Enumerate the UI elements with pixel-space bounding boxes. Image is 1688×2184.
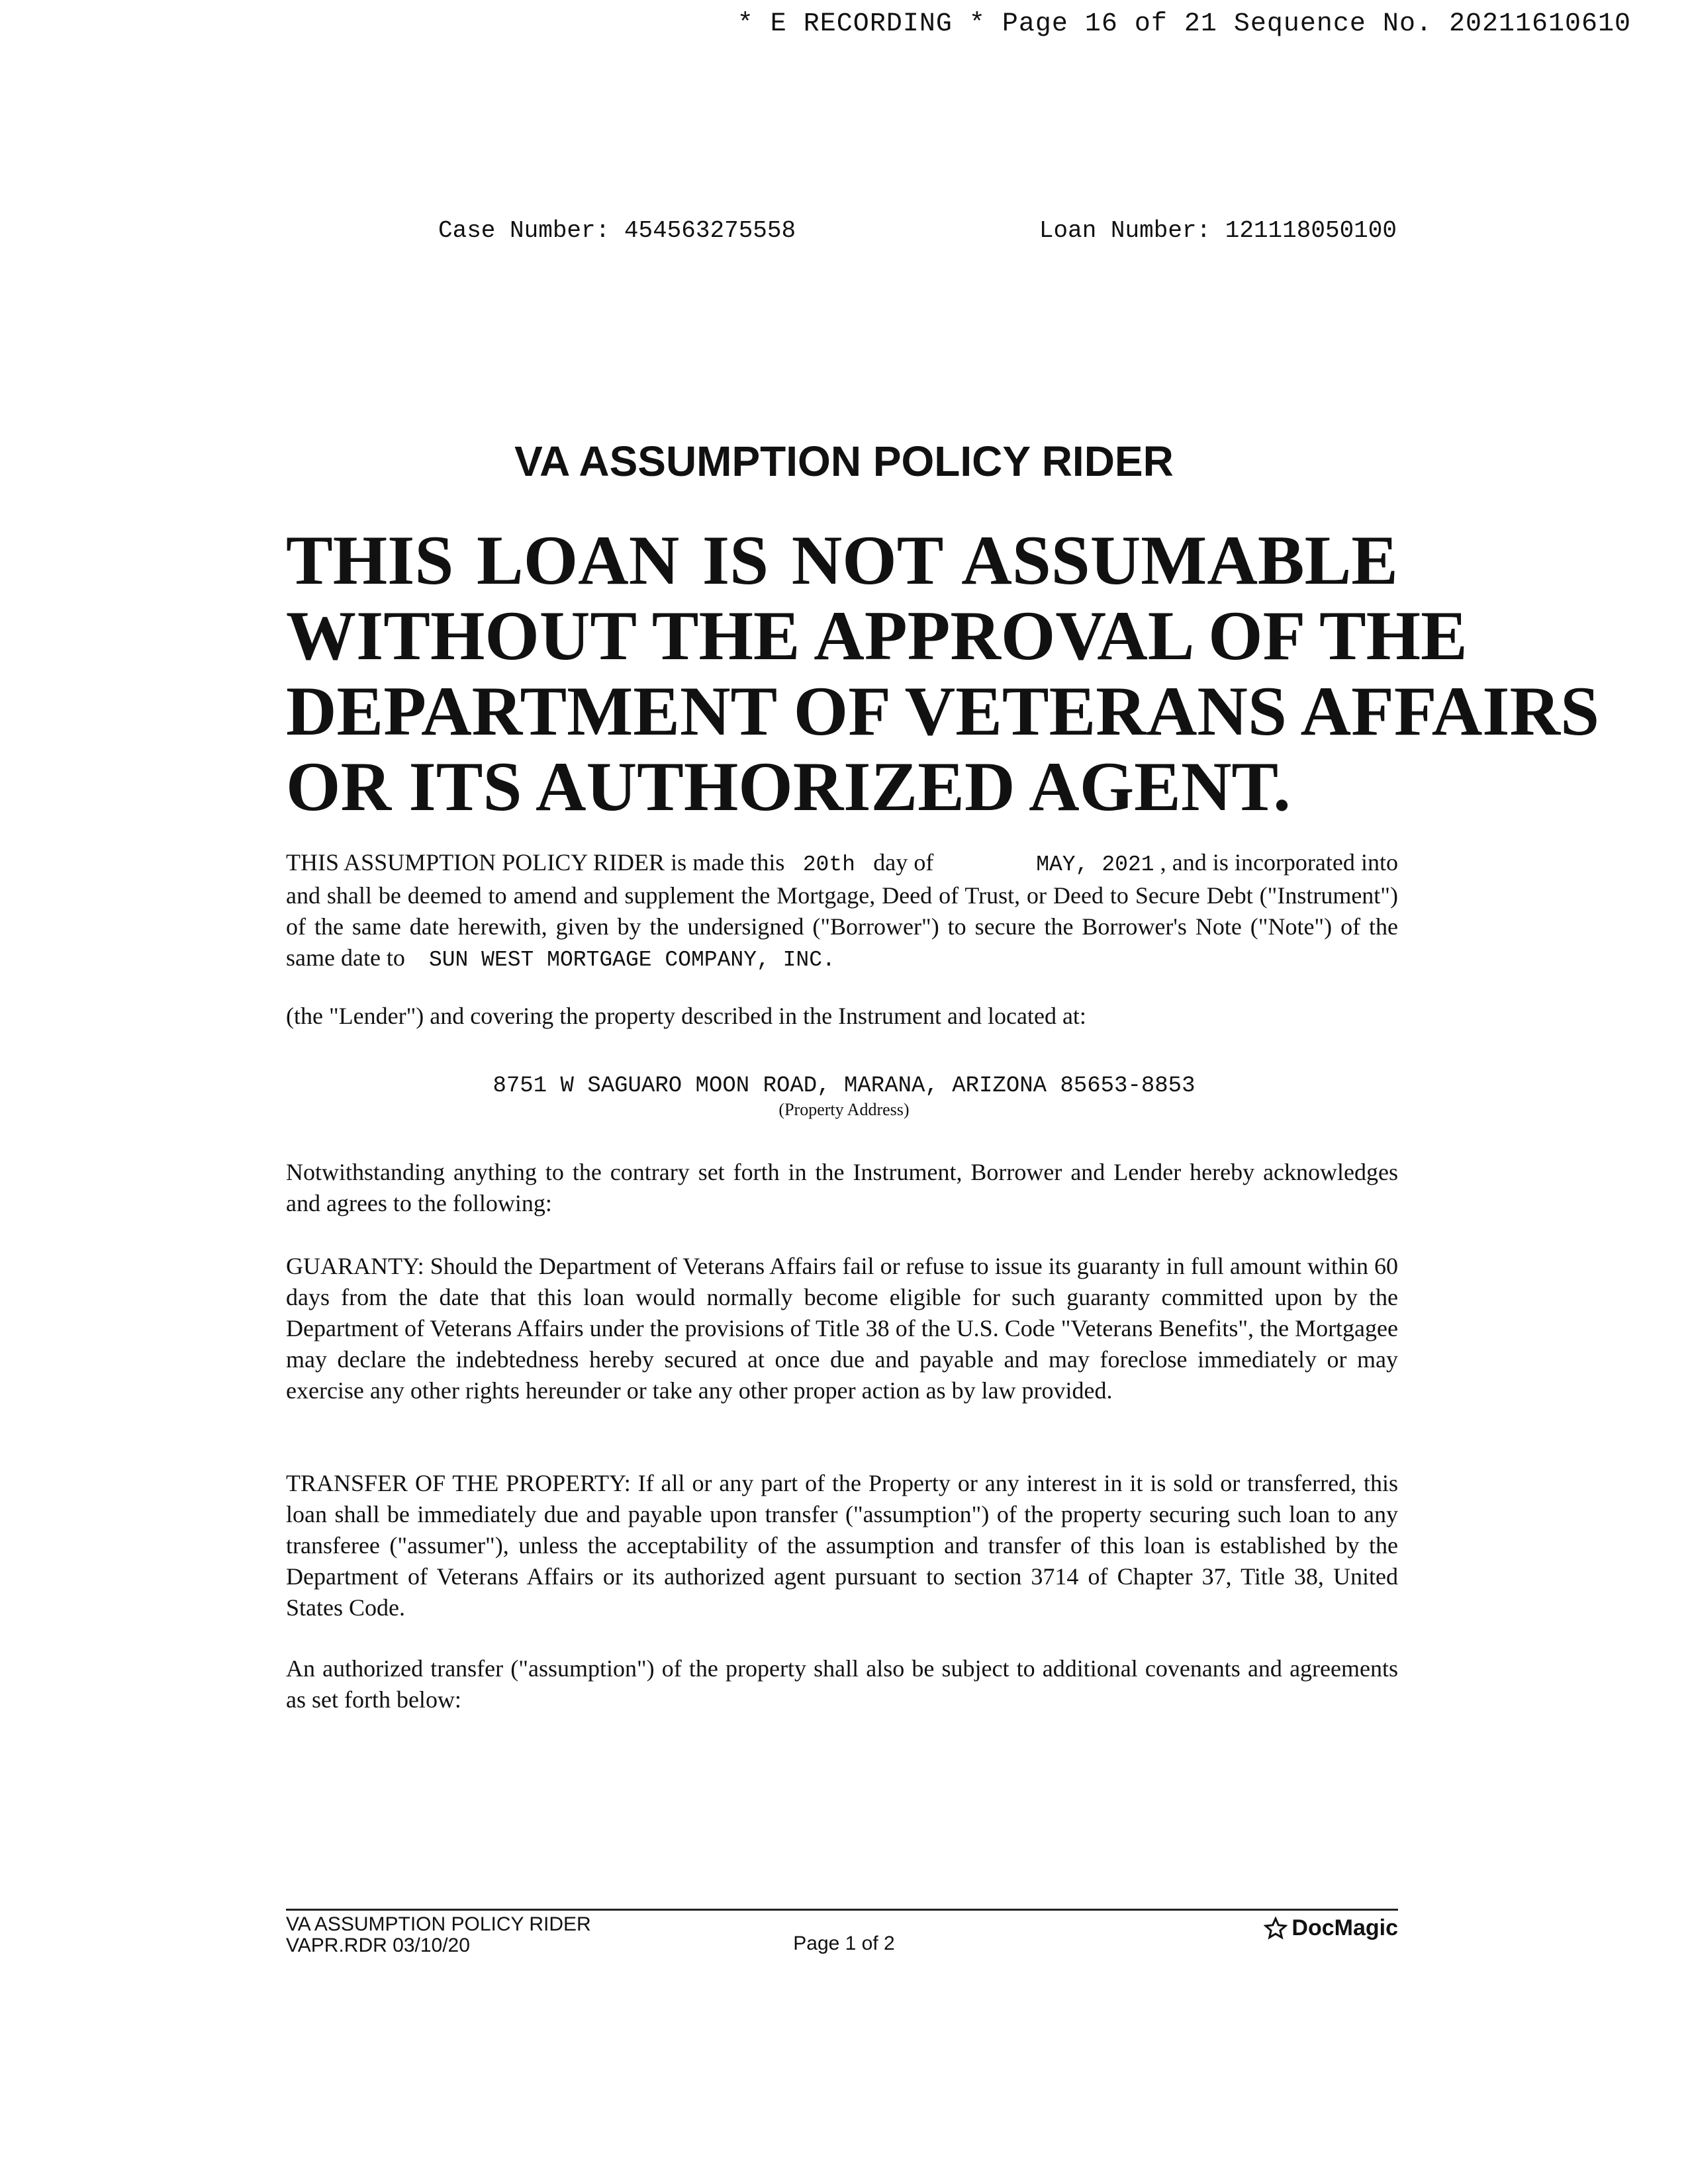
lender-name: SUN WEST MORTGAGE COMPANY, INC. xyxy=(428,948,835,972)
warning-line: THIS LOAN IS NOT ASSUMABLE xyxy=(286,522,1398,599)
brand-name: DocMagic xyxy=(1291,1915,1398,1940)
intro-text: THIS ASSUMPTION POLICY RIDER is made this xyxy=(286,849,785,876)
loan-number-value: 121118050100 xyxy=(1225,217,1397,244)
lender-clause: (the "Lender") and covering the property described in the Instrument and located at: xyxy=(286,1003,1086,1029)
loan-number xyxy=(1039,217,1397,244)
authorized-transfer-paragraph: An authorized transfer ("assumption") of the property shall also be subject to additional covenants and agreements as set forth below: xyxy=(286,1655,1398,1713)
case-number-value: 454563275558 xyxy=(624,217,796,244)
case-number xyxy=(438,217,796,244)
loan-number-label: Loan Number: xyxy=(1039,217,1211,244)
case-number-label: Case Number: xyxy=(438,217,610,244)
property-address: 8751 W SAGUARO MOON ROAD, MARANA, ARIZONA 85653-8853 xyxy=(492,1073,1196,1099)
footer-form-title: VA ASSUMPTION POLICY RIDER xyxy=(286,1913,591,1935)
property-address-block xyxy=(0,1073,1688,1120)
warning-line: DEPARTMENT OF VETERANS AFFAIRS xyxy=(286,672,1600,750)
docmagic-logo xyxy=(1264,1915,1398,1941)
warning-line: OR ITS AUTHORIZED AGENT. xyxy=(286,748,1291,825)
intro-paragraph xyxy=(286,847,1398,976)
footer-page-number: Page 1 of 2 xyxy=(793,1933,895,1954)
star-icon xyxy=(1264,1917,1288,1940)
intro-text: , and is incorporated into and shall be deemed to amend and supplement the Mortgage, Deed of Trust, or Deed to Secure Debt ("Instrument") of the same date herewith, given by the undersigned ("Borrower") to secure the Borrower's Note ("Note") of the same date to xyxy=(286,849,1398,971)
transfer-paragraph: TRANSFER OF THE PROPERTY: If all or any part of the Property or any interest in it is sold or transferred, this loan shall be immediately due and payable upon transfer ("assumption") of the property securing such loan to any transferee ("assumer"), unless the acceptability of the assumption and transfer of this loan is established by the Department of Veterans Affairs or its authorized agent pursuant to section 3714 of Chapter 37, Title 38, United States Code. xyxy=(286,1470,1398,1621)
footer-form-code: VAPR.RDR 03/10/20 xyxy=(286,1934,470,1956)
document-title: VA ASSUMPTION POLICY RIDER xyxy=(514,437,1174,485)
recording-header: * E RECORDING * Page 16 of 21 Sequence No. 20211610610 xyxy=(737,9,1631,39)
rider-month-year: MAY, 2021 xyxy=(1036,852,1154,877)
assumability-warning xyxy=(286,522,1600,825)
intro-text: day of xyxy=(873,849,934,876)
notwithstanding-paragraph: Notwithstanding anything to the contrary set forth in the Instrument, Borrower and Lender hereby acknowledges and agrees to the following: xyxy=(286,1159,1398,1216)
warning-line: WITHOUT THE APPROVAL OF THE xyxy=(286,597,1468,674)
property-address-caption: (Property Address) xyxy=(778,1100,910,1119)
guaranty-paragraph: GUARANTY: Should the Department of Veterans Affairs fail or refuse to issue its guaranty in full amount within 60 days from the date that this loan would normally become eligible for such guaranty committed upon by the Department of Veterans Affairs under the provisions of Title 38 of the U.S. Code "Veterans Benefits", the Mortgagee may declare the indebtedness hereby secured at once due and payable and may foreclose immediately or may exercise any other rights hereunder or take any other proper action as by law provided. xyxy=(286,1253,1398,1404)
reference-numbers xyxy=(438,217,1397,244)
rider-day: 20th xyxy=(802,852,855,877)
footer-divider xyxy=(286,1909,1398,1911)
